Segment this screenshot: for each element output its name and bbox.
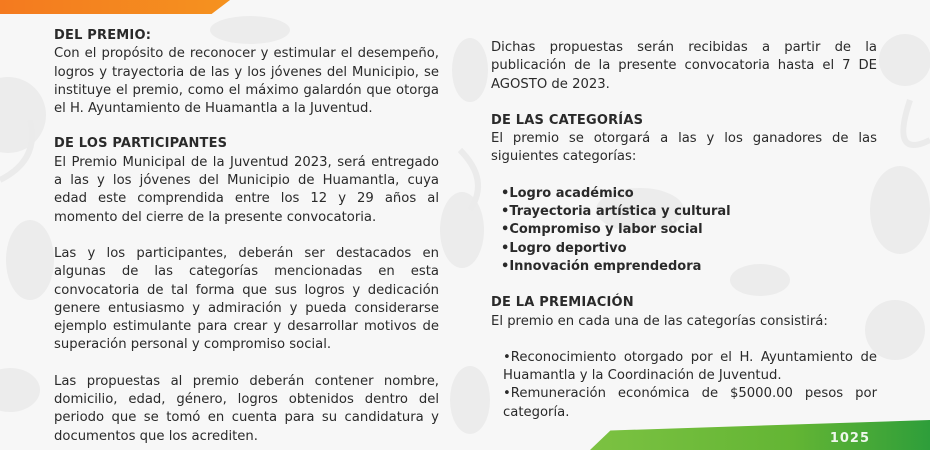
list-item: • Compromiso y labor social bbox=[501, 221, 877, 239]
section-heading-participantes: DE LOS PARTICIPANTES bbox=[54, 136, 228, 152]
list-item: • Innovación emprendedora bbox=[501, 258, 877, 276]
prize-item-remuneracion: •Remuneración económica de $5000.00 pesos por categoría. bbox=[503, 386, 877, 420]
section-heading-premiacion: DE LA PREMIACIÓN bbox=[491, 295, 634, 311]
participantes-text-3: Las propuestas al premio deberán contener nombre, domicilio, edad, género, logros obtenidos dentro del periodo que se tomó en cuenta para su candidatura y documentos que los acrediten. bbox=[54, 373, 439, 444]
spacer bbox=[491, 331, 877, 349]
prize-item-reconocimiento: •Reconocimiento otorgado por el H. Ayuntamiento de Huamantla y la Coordinación de Juventud. bbox=[503, 349, 877, 384]
list-item: • Logro deportivo bbox=[501, 240, 877, 258]
right-column bbox=[491, 39, 877, 422]
list-item: • Logro académico bbox=[501, 185, 877, 203]
categories-list bbox=[491, 185, 877, 276]
premiacion-text: El premio en cada una de las categorías consistirá: bbox=[491, 313, 828, 329]
spacer bbox=[491, 94, 877, 112]
participantes-text-2: Las y los participantes, deberán ser destacados en algunas de las categorías mencionadas en esta convocatoria de tal forma que sus logros y dedicación genere entusiasmo y admiración y pueda considerarse ejemplo estimulante para crear y desarrollar motivos de superación personal y compromiso social. bbox=[54, 245, 439, 353]
footer-partial-text: 1025 bbox=[829, 431, 870, 446]
spacer bbox=[54, 227, 439, 245]
section-heading-premio: DEL PREMIO: bbox=[54, 28, 152, 43]
list-item: • Trayectoria artística y cultural bbox=[501, 203, 877, 221]
spacer bbox=[54, 355, 439, 373]
spacer bbox=[54, 118, 439, 135]
premio-text: Con el propósito de reconocer y estimular el desempeño, logros y trayectoria de las y los jóvenes del Municipio, se instituye el premio, como el máximo galardón que otorga el H. Ayuntamiento de Huamantla a la Juventud. bbox=[54, 46, 439, 117]
propuestas-intro-text: Dichas propuestas serán recibidas a partir de la publicación de la presente convocatoria hasta el 7 DE AGOSTO de 2023. bbox=[491, 40, 877, 92]
orange-accent-bar bbox=[0, 0, 230, 14]
left-column bbox=[54, 27, 439, 446]
spacer bbox=[491, 167, 877, 185]
categorias-text: El premio se otorgará a las y los ganadores de las siguientes categorías: bbox=[491, 131, 877, 165]
spacer bbox=[491, 276, 877, 294]
section-heading-categorias: DE LAS CATEGORÍAS bbox=[491, 112, 644, 128]
participantes-text: El Premio Municipal de la Juventud 2023, será entregado a las y los jóvenes del Municipio de Huamantla, cuya edad este comprendida entre los 12 y 29 años al momento del cierre de la presente convocatoria. bbox=[54, 154, 439, 225]
